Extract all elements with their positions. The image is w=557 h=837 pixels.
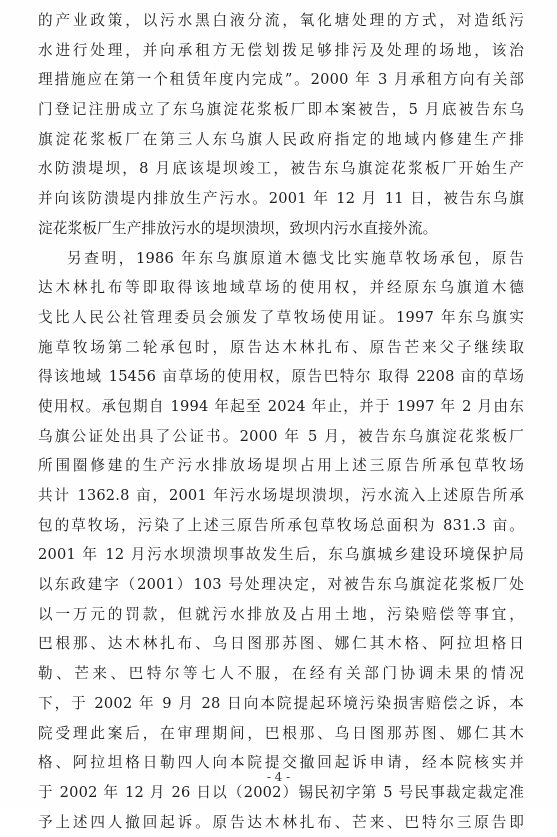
text-line: 包的草牧场，污染了上述三原告所承包草牧场总面积为 831.3 亩。	[38, 516, 524, 534]
text-line: 院受理此案后，在审理期间，巴根那、乌日图那苏图、娜仁其木	[38, 724, 524, 742]
text-line: 达木林扎布等即取得该地域草场的使用权，并经原东乌旗道木德	[38, 279, 524, 297]
text-line: 以东政建字（2001）103 号处理决定，对被告东乌旗淀花浆板厂处	[38, 576, 524, 594]
body-text	[38, 6, 524, 837]
text-line: 巴根那、达木林扎布、乌日图那苏图、娜仁其木格、阿拉坦格日	[38, 635, 524, 653]
text-line: 以一万元的罚款，但就污水排放及占用土地，污染赔偿等事宜，	[38, 605, 524, 623]
text-line: 共计 1362.8 亩，2001 年污水场堤坝溃坝，污水流入上述原告所承	[38, 487, 524, 504]
text-line: 施草牧场第二轮承包时，原告达木林扎布、原告芒来父子继续取	[38, 338, 524, 356]
text-line: 的产业政策，以污水黑白液分流，氧化塘处理的方式，对造纸污	[38, 12, 524, 29]
text-line: 理措施应在第一个租赁年度内完成”。2000 年 3 月承租方向有关部	[38, 71, 524, 89]
text-line: 得该地域 15456 亩草场的使用权，原告巴特尔 取得 2208 亩的草场	[38, 368, 524, 386]
text-line: 水进行处理，并向承租方无偿划拨足够排污及处理的场地，该治	[38, 41, 524, 59]
text-line: 水防溃堤坝，8 月底该堤坝竣工，被告东乌旗淀花浆板厂开始生产	[38, 160, 524, 178]
text-line: 使用权。承包期自 1994 年起至 2024 年止，并于 1997 年 2 月由东	[38, 397, 524, 415]
text-line: 于 2002 年 12 月 26 日以（2002）锡民初字第 5 号民事裁定裁定准	[38, 783, 524, 801]
text-line: 下，于 2002 年 9 月 28 日向本院提起环境污染损害赔偿之诉，本	[38, 694, 524, 712]
text-line: 2001 年 12 月污水坝溃坝事故发生后，东乌旗城乡建设环境保护局	[38, 546, 524, 564]
page-number: - 4 -	[266, 770, 291, 784]
text-line: 并向该防溃堤内排放生产污水。2001 年 12 月 11 日，被告东乌旗	[38, 190, 524, 208]
text-line: 乌旗公证处出具了公证书。2000 年 5 月，被告东乌旗淀花浆板厂	[38, 427, 524, 445]
text-line: 予上述四人撤回起诉。原告达木林扎布、芒来、巴特尔三原告即	[38, 813, 524, 831]
text-line: 勒、芒来、巴特尔等七人不服，在经有关部门协调未果的情况	[38, 665, 524, 683]
text-line: 门登记注册成立了东乌旗淀花浆板厂即本案被告，5 月底被告东乌	[38, 101, 524, 119]
text-line: 旗淀花浆板厂在第三人东乌旗人民政府指定的地域内修建生产排	[38, 130, 524, 148]
paragraph-first-line: 另查明，1986 年东乌旗原道木德戈比实施草牧场承包，原告	[67, 249, 524, 267]
text-line: 格、阿拉坦格日勒四人向本院提交撤回起诉申请，经本院核实并	[38, 754, 524, 772]
text-line: 戈比人民公社管理委员会颁发了草牧场使用证。1997 年东乌旗实	[38, 308, 524, 326]
paragraph-last-line: 淀花浆板厂生产排放污水的堤坝溃坝，致坝内污水直接外流。	[38, 219, 438, 237]
text-line: 所围圈修建的生产污水排放场堤坝占用上述三原告所承包草牧场	[38, 457, 524, 475]
